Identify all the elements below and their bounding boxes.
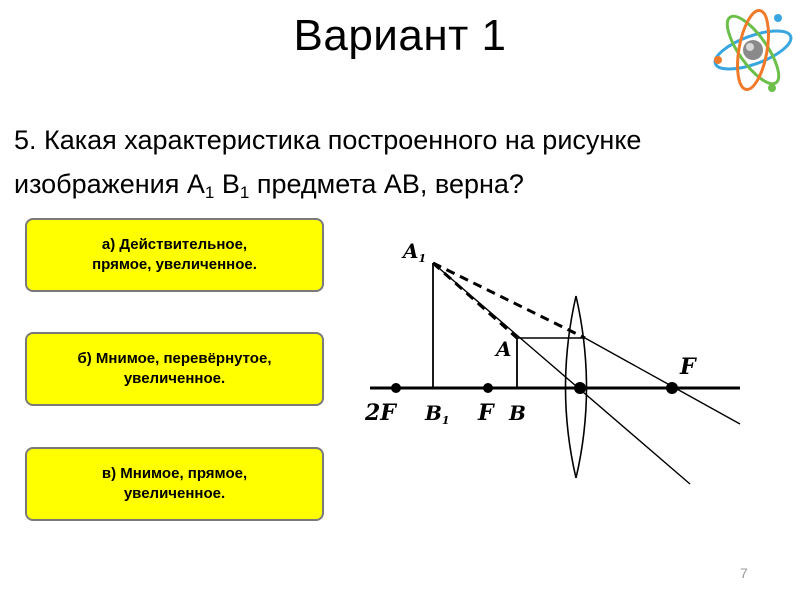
- label-a1: $A_1$: [403, 239, 427, 265]
- label-f-left: F: [478, 400, 494, 426]
- slide-title: Вариант 1: [293, 11, 507, 60]
- answer-option-a[interactable]: а) Действительное, прямое, увеличенное.: [25, 218, 324, 292]
- label-b: B: [509, 401, 526, 425]
- point-2f: [391, 383, 401, 393]
- point-f-right: [666, 382, 678, 394]
- atom-logo-icon: [706, 0, 800, 100]
- point-f-left: [483, 383, 493, 393]
- dashed-extension-1: [433, 263, 585, 338]
- answer-option-c[interactable]: в) Мнимое, прямое, увеличенное.: [25, 447, 324, 521]
- question-part-3: предмета АВ, верна?: [249, 169, 524, 199]
- point-center: [574, 382, 586, 394]
- answer-option-b[interactable]: б) Мнимое, перевёрнутое, увеличенное.: [25, 332, 324, 406]
- label-2f: 2F: [365, 400, 396, 426]
- question-part-1: 5. Какая характеристика построенного на рисунке изображения A: [14, 125, 642, 199]
- dashed-extension-2: [433, 263, 517, 338]
- question-sub-1: 1: [204, 183, 215, 202]
- page-number: 7: [740, 565, 748, 581]
- label-f-right: F: [680, 354, 696, 380]
- lens-ray-diagram: [355, 220, 745, 490]
- question-sub-2: 1: [239, 183, 250, 202]
- question-text: [14, 118, 774, 206]
- label-a: A: [496, 337, 512, 361]
- ray-refracted: [585, 338, 740, 424]
- label-b1: $B_1$: [425, 401, 450, 427]
- question-part-2: B: [214, 169, 240, 199]
